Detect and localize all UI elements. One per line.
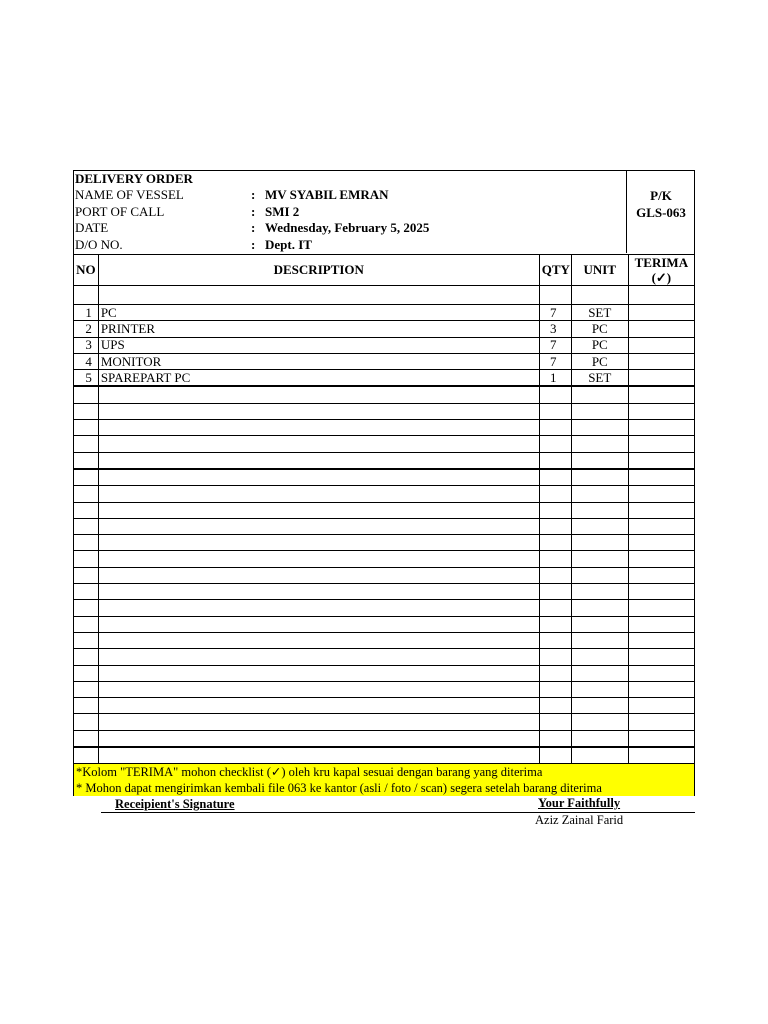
empty-cell (571, 747, 628, 764)
column-header-qty: QTY (539, 255, 571, 286)
empty-row (74, 747, 695, 764)
field-label: DATE (75, 220, 109, 236)
row-qty: 1 (539, 370, 571, 387)
empty-cell (74, 452, 99, 469)
pk-code-box (626, 171, 695, 253)
empty-row (74, 567, 695, 583)
sender-name: Aziz Zainal Farid (535, 813, 624, 828)
table-row (74, 353, 695, 369)
row-terima-checkbox[interactable] (628, 649, 694, 665)
empty-cell (98, 665, 539, 681)
empty-row (74, 714, 695, 730)
recipient-signature-label: Receipient's Signature (115, 797, 235, 812)
empty-cell (539, 616, 571, 632)
items-table (73, 254, 695, 764)
empty-cell (571, 518, 628, 534)
column-header-terima (628, 255, 694, 286)
empty-cell (571, 420, 628, 436)
empty-row (74, 469, 695, 486)
empty-cell (98, 681, 539, 697)
empty-cell (98, 616, 539, 632)
row-description: UPS (98, 337, 539, 353)
empty-cell (98, 469, 539, 486)
empty-row (74, 649, 695, 665)
empty-cell (571, 535, 628, 551)
empty-row (74, 502, 695, 518)
column-header-no: NO (74, 255, 99, 286)
empty-cell (571, 632, 628, 648)
row-terima-checkbox[interactable] (628, 436, 694, 452)
empty-cell (74, 616, 99, 632)
row-terima-checkbox[interactable] (628, 353, 694, 369)
field-label: PORT OF CALL (75, 203, 165, 219)
empty-row (74, 681, 695, 697)
note-line: * Mohon dapat mengirimkan kembali file 063 ke kantor (asli / foto / scan) segera setelah barang diterima (76, 781, 602, 796)
row-terima-checkbox[interactable] (628, 518, 694, 534)
row-terima-checkbox[interactable] (628, 665, 694, 681)
row-description: PC (98, 305, 539, 321)
table-row (74, 305, 695, 321)
empty-cell (98, 632, 539, 648)
header-fields (75, 171, 626, 253)
row-terima-checkbox[interactable] (628, 584, 694, 600)
row-terima-checkbox[interactable] (628, 567, 694, 583)
empty-cell (98, 420, 539, 436)
field-vessel (75, 187, 626, 203)
empty-cell (98, 486, 539, 502)
row-terima-checkbox[interactable] (628, 681, 694, 697)
row-terima-checkbox[interactable] (628, 551, 694, 567)
row-terima-checkbox[interactable] (628, 337, 694, 353)
empty-row (74, 518, 695, 534)
empty-cell (571, 681, 628, 697)
row-terima-checkbox[interactable] (628, 469, 694, 486)
row-number: 4 (74, 353, 99, 369)
empty-cell (571, 436, 628, 452)
empty-cell (98, 551, 539, 567)
empty-cell (74, 567, 99, 583)
row-terima-checkbox[interactable] (628, 502, 694, 518)
empty-cell (74, 551, 99, 567)
row-terima-checkbox[interactable] (628, 321, 694, 337)
empty-cell (98, 584, 539, 600)
row-terima-checkbox[interactable] (628, 420, 694, 436)
empty-row (74, 730, 695, 747)
row-description: SPAREPART PC (98, 370, 539, 387)
empty-row (74, 420, 695, 436)
row-terima-checkbox[interactable] (628, 535, 694, 551)
table-row (74, 370, 695, 387)
empty-cell (74, 665, 99, 681)
field-value: Dept. IT (265, 236, 312, 252)
row-number: 5 (74, 370, 99, 387)
row-unit: SET (571, 370, 628, 387)
empty-cell (539, 502, 571, 518)
empty-cell (539, 714, 571, 730)
delivery-order-header (73, 170, 695, 254)
empty-cell (539, 535, 571, 551)
empty-cell (74, 469, 99, 486)
empty-cell (571, 600, 628, 616)
empty-cell (571, 502, 628, 518)
empty-cell (74, 600, 99, 616)
empty-cell (98, 714, 539, 730)
empty-cell (98, 649, 539, 665)
empty-cell (571, 403, 628, 419)
empty-cell (539, 649, 571, 665)
empty-row (74, 386, 695, 403)
empty-cell (98, 518, 539, 534)
empty-row (74, 535, 695, 551)
pk-code: GLS-063 (636, 205, 686, 220)
empty-cell (74, 436, 99, 452)
empty-cell (539, 730, 571, 747)
field-do-no (75, 237, 626, 253)
empty-cell (539, 698, 571, 714)
empty-cell (74, 584, 99, 600)
terima-label: TERIMA (634, 255, 689, 270)
field-colon: : (251, 236, 256, 252)
empty-cell (74, 502, 99, 518)
empty-cell (571, 649, 628, 665)
empty-cell (571, 665, 628, 681)
empty-cell (74, 486, 99, 502)
empty-cell (74, 420, 99, 436)
table-header-row (74, 255, 695, 286)
notes-box (73, 764, 695, 796)
row-terima-checkbox[interactable] (628, 632, 694, 648)
column-header-description: DESCRIPTION (98, 255, 539, 286)
empty-cell (98, 535, 539, 551)
empty-cell (74, 698, 99, 714)
row-terima-checkbox[interactable] (628, 452, 694, 469)
empty-cell (539, 681, 571, 697)
field-date (75, 220, 626, 236)
field-colon: : (251, 187, 256, 203)
check-mark-label: (✓) (651, 270, 672, 285)
empty-cell (539, 584, 571, 600)
table-row (74, 321, 695, 337)
pk-label: P/K (650, 188, 672, 203)
empty-cell (74, 386, 99, 403)
empty-cell (571, 584, 628, 600)
row-terima-checkbox[interactable] (628, 714, 694, 730)
field-colon: : (251, 220, 256, 236)
empty-row (74, 584, 695, 600)
row-terima-checkbox[interactable] (628, 600, 694, 616)
empty-cell (74, 632, 99, 648)
row-number: 3 (74, 337, 99, 353)
column-header-unit: UNIT (571, 255, 628, 286)
empty-cell (539, 518, 571, 534)
field-label: D/O NO. (75, 236, 123, 252)
empty-cell (571, 730, 628, 747)
empty-cell (539, 452, 571, 469)
row-description: MONITOR (98, 353, 539, 369)
row-qty: 7 (539, 305, 571, 321)
empty-cell (98, 698, 539, 714)
row-terima-checkbox[interactable] (628, 403, 694, 419)
row-terima-checkbox[interactable] (628, 370, 694, 387)
empty-cell (539, 747, 571, 764)
empty-row (74, 616, 695, 632)
empty-cell (539, 665, 571, 681)
empty-cell (74, 681, 99, 697)
row-terima-checkbox[interactable] (628, 386, 694, 403)
empty-row (74, 452, 695, 469)
empty-cell (539, 436, 571, 452)
empty-cell (571, 714, 628, 730)
empty-cell (571, 698, 628, 714)
empty-cell (571, 551, 628, 567)
row-unit: PC (571, 321, 628, 337)
empty-cell (539, 486, 571, 502)
empty-cell (571, 616, 628, 632)
empty-cell (98, 600, 539, 616)
signature-block (73, 796, 695, 830)
empty-cell (98, 567, 539, 583)
empty-cell (539, 469, 571, 486)
empty-cell (571, 452, 628, 469)
sender-signature-label: Your Faithfully (538, 796, 621, 811)
empty-cell (571, 486, 628, 502)
empty-cell (74, 518, 99, 534)
row-qty: 7 (539, 353, 571, 369)
empty-row (74, 600, 695, 616)
table-row (74, 286, 695, 305)
delivery-order-document (73, 170, 695, 830)
row-unit: PC (571, 337, 628, 353)
empty-row (74, 698, 695, 714)
row-number: 1 (74, 305, 99, 321)
empty-cell (539, 567, 571, 583)
field-value: MV SYABIL EMRAN (265, 187, 389, 203)
empty-row (74, 436, 695, 452)
empty-cell (98, 747, 539, 764)
field-value: SMI 2 (265, 203, 300, 219)
row-qty: 3 (539, 321, 571, 337)
empty-row (74, 551, 695, 567)
empty-cell (539, 551, 571, 567)
empty-cell (74, 535, 99, 551)
row-terima-checkbox[interactable] (628, 698, 694, 714)
empty-cell (539, 403, 571, 419)
empty-cell (539, 386, 571, 403)
empty-row (74, 403, 695, 419)
table-row (74, 337, 695, 353)
empty-cell (98, 502, 539, 518)
empty-cell (539, 600, 571, 616)
empty-cell (74, 714, 99, 730)
field-value: Wednesday, February 5, 2025 (265, 220, 430, 236)
empty-cell (74, 649, 99, 665)
empty-cell (98, 730, 539, 747)
field-colon: : (251, 203, 256, 219)
row-description: PRINTER (98, 321, 539, 337)
row-unit: SET (571, 305, 628, 321)
field-port (75, 204, 626, 220)
empty-row (74, 665, 695, 681)
empty-row (74, 632, 695, 648)
row-terima-checkbox[interactable] (628, 616, 694, 632)
document-title: DELIVERY ORDER (75, 171, 193, 186)
empty-cell (539, 420, 571, 436)
row-terima-checkbox[interactable] (628, 486, 694, 502)
note-line: *Kolom "TERIMA" mohon checklist (✓) oleh kru kapal sesuai dengan barang yang diterima (76, 765, 543, 780)
empty-cell (571, 386, 628, 403)
empty-cell (74, 730, 99, 747)
empty-row (74, 486, 695, 502)
empty-cell (571, 567, 628, 583)
row-unit: PC (571, 353, 628, 369)
empty-cell (98, 386, 539, 403)
row-terima-checkbox[interactable] (628, 747, 694, 764)
empty-cell (539, 632, 571, 648)
empty-cell (74, 403, 99, 419)
row-number: 2 (74, 321, 99, 337)
empty-cell (571, 469, 628, 486)
row-qty: 7 (539, 337, 571, 353)
row-terima-checkbox[interactable] (628, 305, 694, 321)
empty-cell (74, 747, 99, 764)
empty-cell (98, 436, 539, 452)
field-label: NAME OF VESSEL (75, 187, 184, 203)
empty-cell (98, 452, 539, 469)
row-terima-checkbox[interactable] (628, 730, 694, 747)
empty-cell (98, 403, 539, 419)
